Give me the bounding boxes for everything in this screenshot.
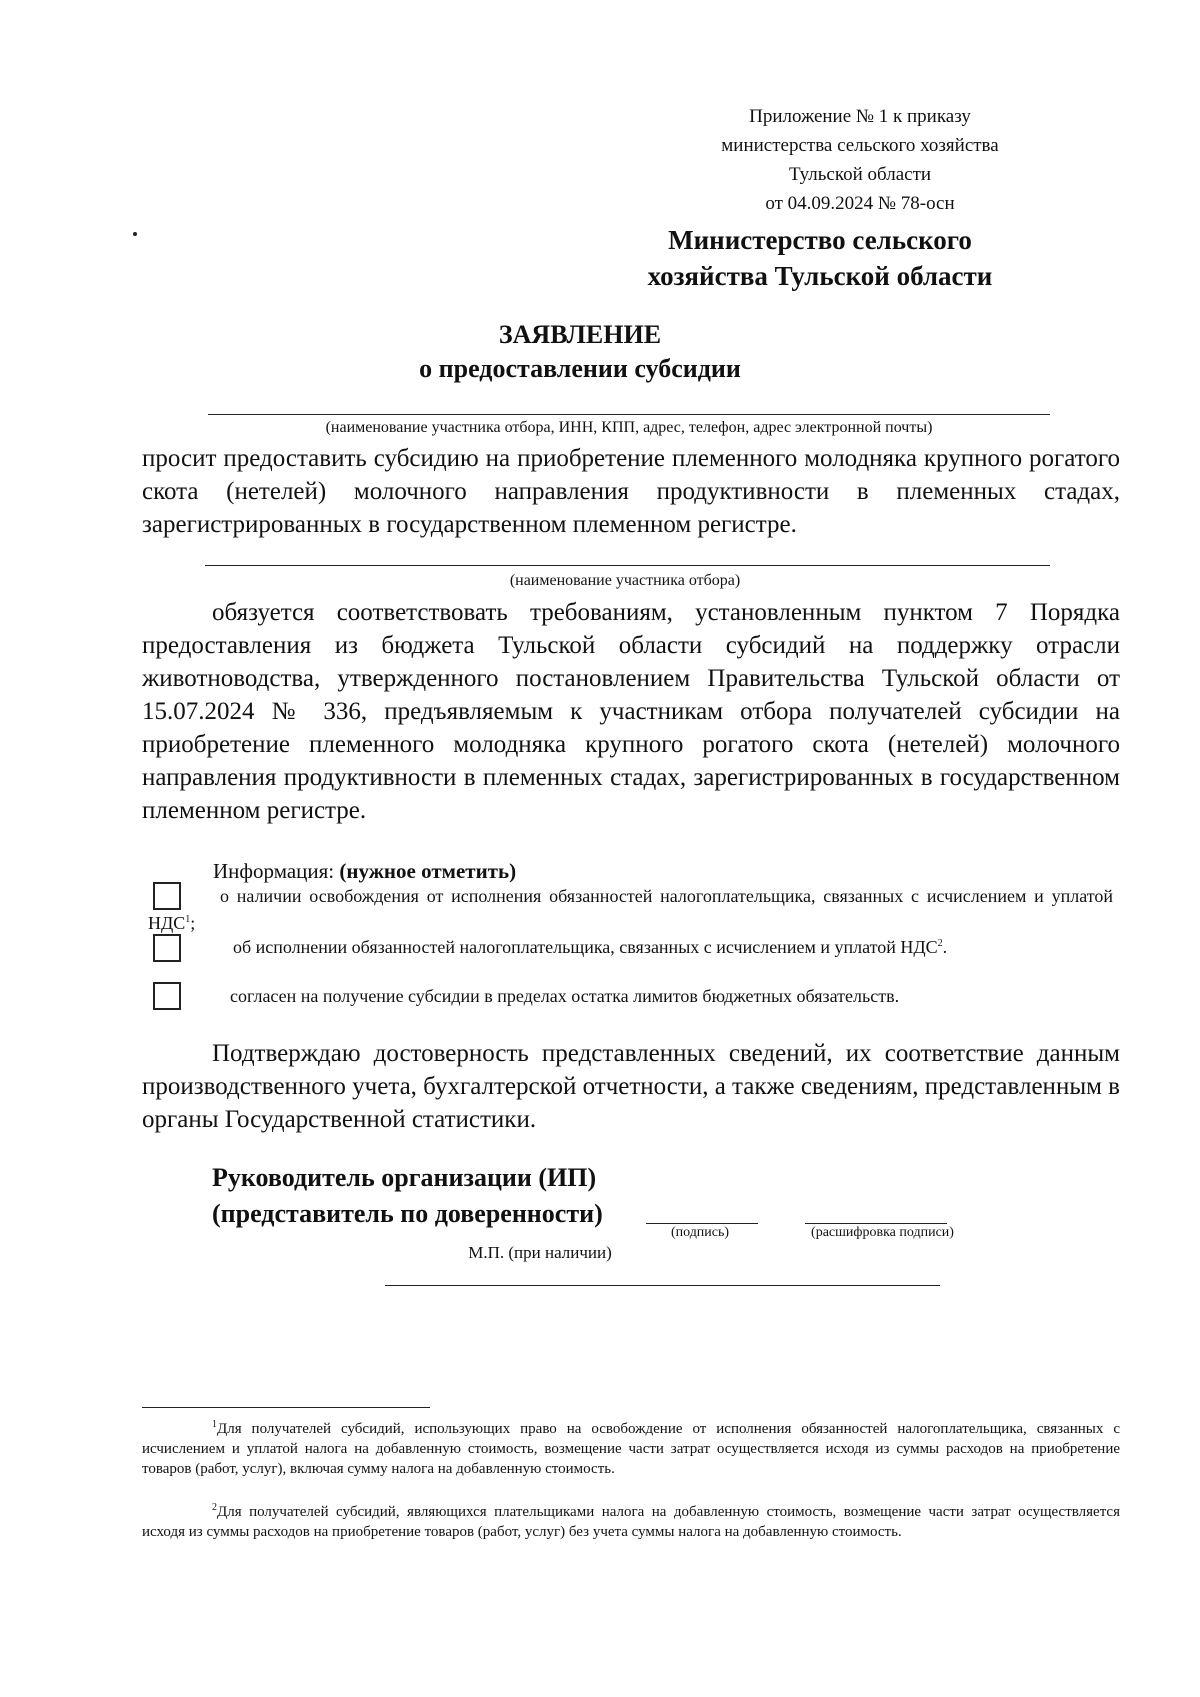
option-vat-exemption-text: о наличии освобождения от исполнения обязанностей налогоплательщика, связанных с исчислением и уплатой НДС <box>148 886 1113 933</box>
title-sub: о предоставлении субсидии <box>419 354 741 383</box>
appendix-line-1: Приложение № 1 к приказу <box>749 106 971 127</box>
signatory-line-1: Руководитель организации (ИП) <box>212 1163 597 1192</box>
participant-field-line[interactable] <box>205 565 1050 566</box>
appendix-line-3: Тульской области <box>788 164 932 185</box>
signatory-line-2: (представитель по доверенности) <box>212 1199 603 1228</box>
obligation-text: обязуется соответствовать требованиям, установленным пунктом 7 Порядка предоставления из бюджета Тульской области субсидий на поддержку отрасли животноводства, утвержденного постановлением Правительства Тульской области от 15.07.2024 № 336, предъявляемым к участникам отбора получателей субсидии на приобретение племенного молодняка крупного рогатого скота (нетелей) молочного направления продуктивности в племенных стадах, зарегистрированных в государственном племенном регистре. <box>142 599 1120 824</box>
signatory-title <box>212 1160 603 1232</box>
footnote-2 <box>142 1502 1120 1542</box>
footnote-1 <box>142 1419 1120 1479</box>
info-heading <box>213 858 516 884</box>
closing-line <box>385 1285 940 1286</box>
scan-speck <box>133 232 137 236</box>
footnote-ref-1: 1 <box>185 914 191 925</box>
appendix-line-2: министерства сельского хозяйства <box>721 135 999 156</box>
option-limit-consent-text: согласен на получение субсидии в пределах остатка лимитов бюджетных обязательств. <box>230 986 900 1006</box>
document-title <box>380 318 780 386</box>
title-main: ЗАЯВЛЕНИЕ <box>498 320 662 349</box>
option-vat-exemption <box>148 883 1113 937</box>
footnote-1-mark: 1 <box>212 1419 217 1430</box>
addressee <box>590 222 1050 294</box>
obligation-paragraph <box>142 596 1120 827</box>
footnote-1-text: Для получателей субсидий, использующих право на освобождение от исполнения обязанностей налогоплательщика, связанных с исчислением и уплатой налога на добавленную стоимость, возмещение части затрат осуществляется исходя из суммы расходов на приобретение товаров (работ, услуг), включая сумму налога на добавленную стоимость. <box>142 1421 1120 1477</box>
signature-decode-caption: (расшифровка подписи) <box>811 1225 954 1240</box>
stamp-place: М.П. (при наличии) <box>468 1243 612 1262</box>
applicant-field-caption: (наименование участника отбора, ИНН, КПП, адрес, телефон, адрес электронной почты) <box>325 419 933 436</box>
option-vat-exemption-tail: ; <box>190 913 196 933</box>
footnote-2-text: Для получателей субсидий, являющихся плательщиками налога на добавленную стоимость, возмещение части затрат осуществляется исходя из суммы расходов на приобретение товаров (работ, услуг) без учета суммы налога на добавленную стоимость. <box>142 1504 1120 1540</box>
info-label: Информация: <box>213 859 335 883</box>
request-paragraph: просит предоставить субсидию на приобретение племенного молодняка крупного рогатого скота (нетелей) молочного направления продуктивности в племенных стадах, зарегистрированных в государственном племенном регистре. <box>142 445 1120 538</box>
option-vat-payment-tail: . <box>942 937 948 957</box>
option-vat-payment-text: об исполнении обязанностей налогоплательщика, связанных с исчислением и уплатой НДС <box>233 937 938 957</box>
option-limit-consent <box>148 983 1113 1010</box>
appendix-header <box>680 102 1040 218</box>
footnote-ref-2: 2 <box>937 938 943 949</box>
confirmation-paragraph <box>142 1037 1120 1136</box>
footnote-separator <box>142 1407 430 1408</box>
addressee-line-2: хозяйства Тульской области <box>647 261 993 291</box>
appendix-line-4: от 04.09.2024 № 78-осн <box>765 193 955 214</box>
footnote-2-mark: 2 <box>212 1502 217 1513</box>
signature-caption: (подпись) <box>670 1225 730 1240</box>
addressee-line-1: Министерство сельского <box>668 225 972 255</box>
confirmation-text: Подтверждаю достоверность представленных сведений, их соответствие данным производственного учета, бухгалтерской отчетности, а также сведениям, представленным в органы Государственной статистики. <box>142 1040 1120 1133</box>
info-note: (нужное отметить) <box>339 859 517 883</box>
applicant-field-line[interactable] <box>208 414 1050 415</box>
option-vat-payment <box>148 934 1113 961</box>
participant-field-caption: (наименование участника отбора) <box>509 572 741 589</box>
